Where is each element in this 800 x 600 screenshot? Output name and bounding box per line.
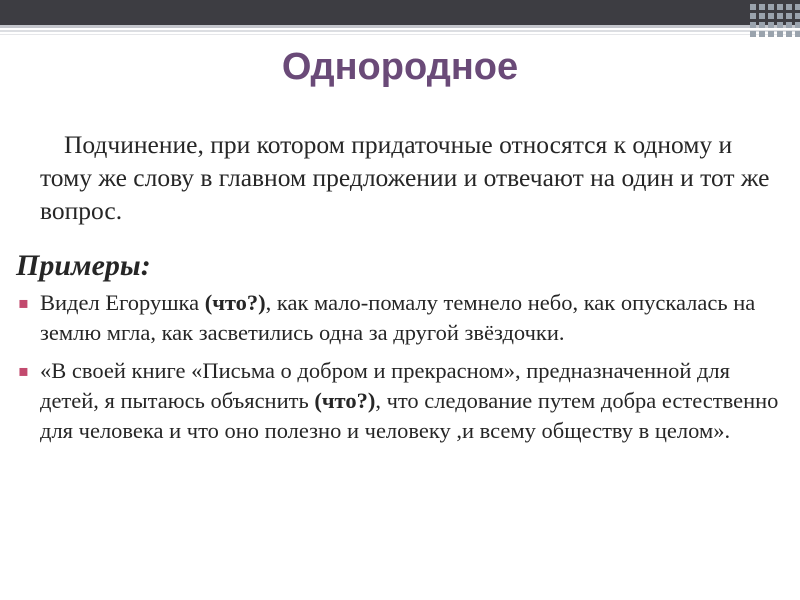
question-marker: (что?) [204, 290, 266, 315]
definition-text: Подчинение, при котором придаточные относятся к одному и тому же слову в главном предложении и отвечают на один и тот же вопрос. [40, 130, 770, 225]
example-item [16, 356, 786, 446]
corner-grid-decoration [748, 0, 800, 40]
small-triangle-bullet-icon: ▪ [18, 293, 29, 312]
slide-title: Однородное [281, 46, 519, 88]
example-item [16, 288, 786, 348]
example-text: «В своей книге «Письма о добром и прекрасном», предназначенной для детей, я пытаюсь объяснить [40, 358, 731, 413]
decorative-stripe [0, 30, 800, 32]
example-text: , что следование путем добра естественно для человека и что оно полезно и человеку ,и всему обществу в целом». [40, 388, 779, 443]
examples-list [16, 288, 786, 454]
example-text: Видел Егорушка [40, 290, 205, 315]
decorative-stripe [0, 25, 800, 28]
decorative-stripe [0, 34, 800, 35]
example-text: , как мало-помалу темнело небо, как опускалась на землю мгла, как засветились одна за другой звёздочки. [40, 290, 756, 345]
examples-heading: Примеры: [16, 249, 151, 282]
small-triangle-bullet-icon: ▪ [18, 361, 29, 380]
top-decorative-bar [0, 0, 800, 25]
question-marker: (что?) [314, 388, 376, 413]
